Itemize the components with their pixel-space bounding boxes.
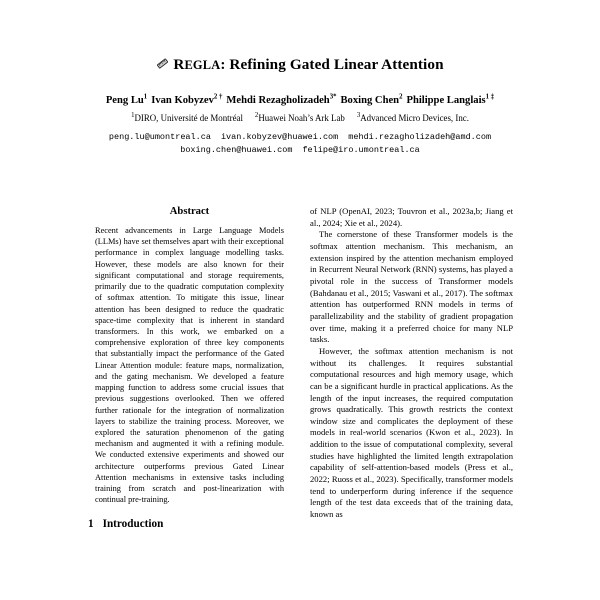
affiliation-mark: 2 [254, 111, 259, 119]
ruler-icon [156, 57, 169, 70]
author-name: Philippe Langlais$^{1 \ddagger}$ [406, 93, 495, 107]
author-list [0, 94, 600, 108]
abstract-text: Recent advancements in Large Language Models (LLMs) have set themselves apart with their exceptional performance in complex language modelling tasks. However, these models are also known for their significant computational and storage requirements, primarily due to the quadratic computation complexity of softmax attention. To mitigate this issue, linear attention has been designed to reduce the quadratic space-time complexity that is inherent in standard transformers. In this work, we embarked on a comprehensive exploration of three key components that substantially impact the performance of the Gated Linear Attention module: feature maps, normalization, and the gating mechanism. We developed a feature mapping function to address some crucial issues that previous suggestions overlooked. Then we offered further rationale for the integration of normalization layers to stabilize the training process. Moreover, we explored the saturation phenomenon of the gating mechanism and augmented it with a refining module. We conducted extensive experiments and showed our architecture outperforms previous Gated Linear Attention mechanisms in extensive tasks including training from scratch and post-linearization with continual pre-training. [95, 226, 284, 505]
affiliation-mark: 3 [356, 111, 361, 119]
author-affiliation-mark: 2 † [213, 93, 223, 101]
email-line [0, 144, 600, 157]
affiliation-item: $^3$Advanced Micro Devices, Inc. [356, 111, 469, 123]
author-name: Boxing Chen$^2$ [340, 93, 403, 107]
section-heading-introduction [88, 518, 291, 530]
affiliation-item: $^1$DIRO, Université de Montréal [131, 111, 243, 123]
title-acronym-first: R [173, 56, 185, 73]
author-name: Mehdi Rezagholizadeh$^{3*}$ [226, 93, 337, 107]
author-affiliation-mark: 1 [143, 93, 148, 101]
author-affiliation-mark: 2 [399, 93, 403, 101]
title-acronym-rest: EGLA [184, 58, 221, 72]
affiliation-item: $^2$Huawei Noah’s Ark Lab [254, 111, 345, 123]
title-block [0, 0, 600, 74]
email-address[interactable]: mehdi.rezagholizadeh@amd.com [348, 131, 492, 142]
right-column [310, 206, 513, 600]
author-affiliation-mark: 3* [329, 93, 337, 101]
page-title [0, 56, 600, 74]
body-paragraph: of NLP (OpenAI, 2023; Touvron et al., 2023a,b; Jiang et al., 2024; Xie et al., 2024). [310, 206, 513, 228]
email-address[interactable]: ivan.kobyzev@huawei.com [220, 131, 339, 142]
author-affiliation-mark: 1 ‡ [485, 93, 495, 101]
email-address[interactable]: peng.lu@umontreal.ca [108, 131, 211, 142]
author-name: Ivan Kobyzev$^{2 \dagger}$ [151, 93, 223, 107]
abstract-heading: Abstract [169, 206, 210, 217]
email-list [0, 131, 600, 157]
affiliation-list [0, 112, 600, 124]
left-column [88, 206, 291, 600]
section-title: Introduction [102, 518, 164, 531]
section-number: 1 [88, 518, 94, 531]
affiliation-mark: 1 [131, 111, 135, 119]
two-column-body [0, 206, 600, 600]
email-address[interactable]: felipe@iro.umontreal.ca [302, 144, 420, 155]
email-address[interactable]: boxing.chen@huawei.com [180, 144, 293, 155]
email-line [0, 131, 600, 144]
author-name: Peng Lu$^1$ [105, 93, 148, 107]
body-paragraph: However, the softmax attention mechanism is not without its challenges. It requires substantial computational resources and high memory usage, which can be a significant hurdle in practical applications. As the length of the input increases, the required computation grows quadratically. This growth restricts the context window size and complicates the deployment of these models in real-world scenarios (Kwon et al., 2023). In addition to the issue of computational complexity, several studies have highlighted the limited length extrapolation capability of self-attention-based models (Press et al., 2022; Ruoss et al., 2023). Specifically, transformer models tend to underperform during inference if the sequence length of the test data exceeds that of the training data, known as [310, 345, 513, 520]
title-rest: : Refining Gated Linear Attention [220, 56, 444, 73]
body-paragraph: The cornerstone of these Transformer models is the softmax attention mechanism. This mechanism, an extension inspired by the attention mechanism employed in Recurrent Neural Network (RNN) systems, has played a pivotal role in the success of Transformer models (Bahdanau et al., 2015; Vaswani et al., 2017). The softmax attention has outperformed RNN models in terms of parallelizability and the stability of gradient propagation over time, making it a preferred choice for many NLP tasks. [310, 229, 513, 345]
